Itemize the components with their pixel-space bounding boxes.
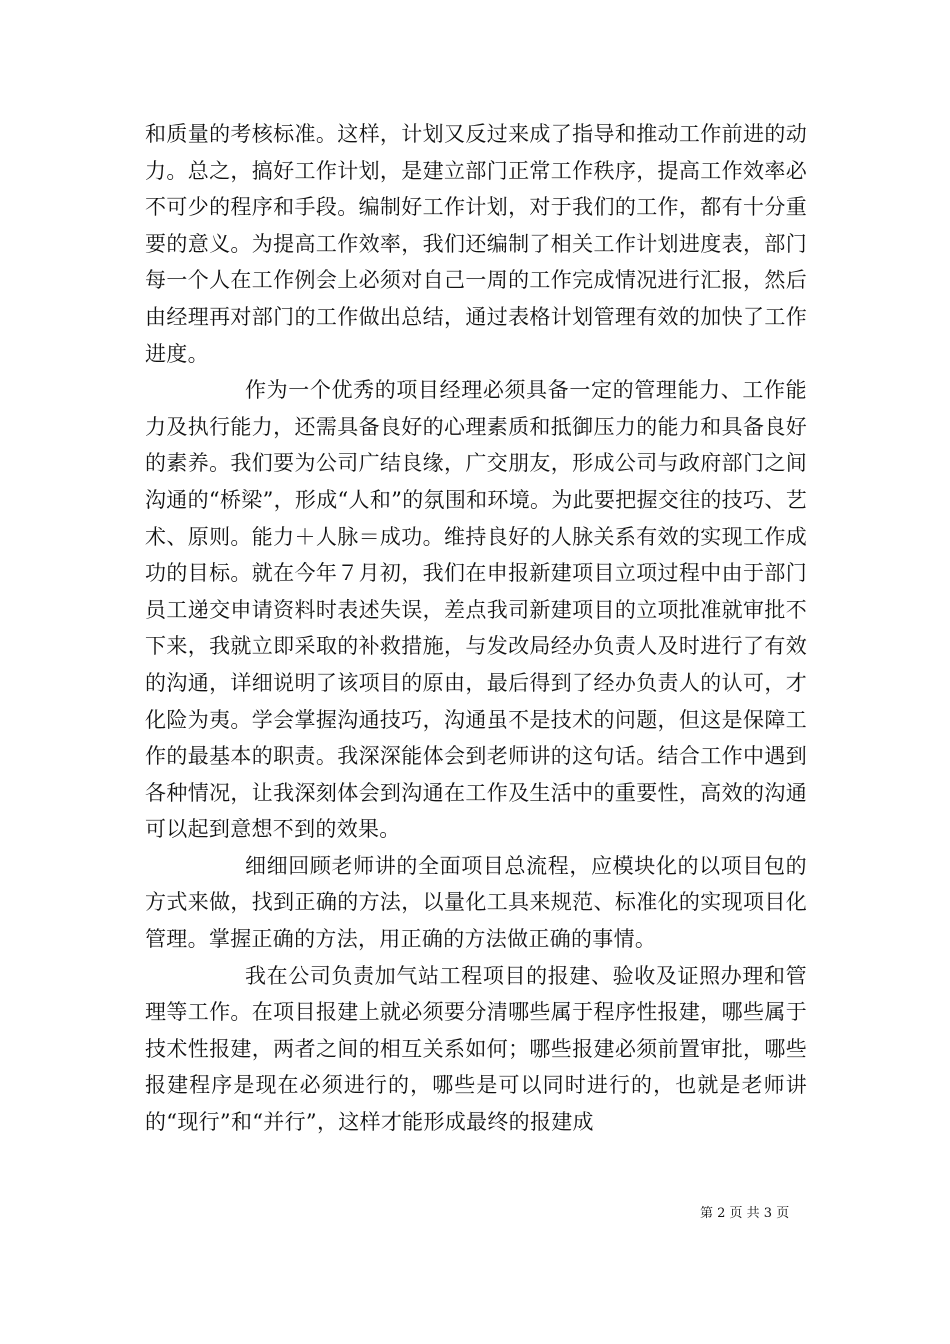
document-body [145,116,807,1141]
page-number: 第 2 页 共 3 页 [700,1206,790,1221]
paragraph-2: 作为一个优秀的项目经理必须具备一定的管理能力、工作能力及执行能力，还需具备良好的心理素质和抵御压力的能力和具备良好的素养。我们要为公司广结良缘，广交朋友，形成公司与政府部门之间沟通的“桥梁”，形成“人和”的氛围和环境。为此要把握交往的技巧、艺术、原则。能力＋人脉＝成功。维持良好的人脉关系有效的实现工作成功的目标。就在今年７月初，我们在申报新建项目立项过程中由于部门员工递交申请资料时表述失误，差点我司新建项目的立项批准就审批不下来，我就立即采取的补救措施，与发改局经办负责人及时进行了有效的沟通，详细说明了该项目的原由，最后得到了经办负责人的认可，才化险为夷。学会掌握沟通技巧，沟通虽不是技术的问题，但这是保障工作的最基本的职责。我深深能体会到老师讲的这句话。结合工作中遇到各种情况，让我深刻体会到沟通在工作及生活中的重要性，高效的沟通可以起到意想不到的效果。 [145,378,807,842]
paragraph-4: 我在公司负责加气站工程项目的报建、验收及证照办理和管理等工作。在项目报建上就必须要分清哪些属于程序性报建，哪些属于技术性报建，两者之间的相互关系如何；哪些报建必须前置审批，哪些报建程序是现在必须进行的，哪些是可以同时进行的，也就是老师讲的“现行”和“并行”，这样才能形成最终的报建成 [145,963,807,1135]
paragraph-3: 细细回顾老师讲的全面项目总流程，应模块化的以项目包的方式来做，找到正确的方法，以量化工具来规范、标准化的实现项目化管理。掌握正确的方法，用正确的方法做正确的事情。 [145,853,807,952]
paragraph-1: 和质量的考核标准。这样，计划又反过来成了指导和推动工作前进的动力。总之，搞好工作计划，是建立部门正常工作秩序，提高工作效率必不可少的程序和手段。编制好工作计划，对于我们的工作，都有十分重要的意义。为提高工作效率，我们还编制了相关工作计划进度表，部门每一个人在工作例会上必须对自己一周的工作完成情况进行汇报，然后由经理再对部门的工作做出总结，通过表格计划管理有效的加快了工作进度。 [145,122,807,366]
